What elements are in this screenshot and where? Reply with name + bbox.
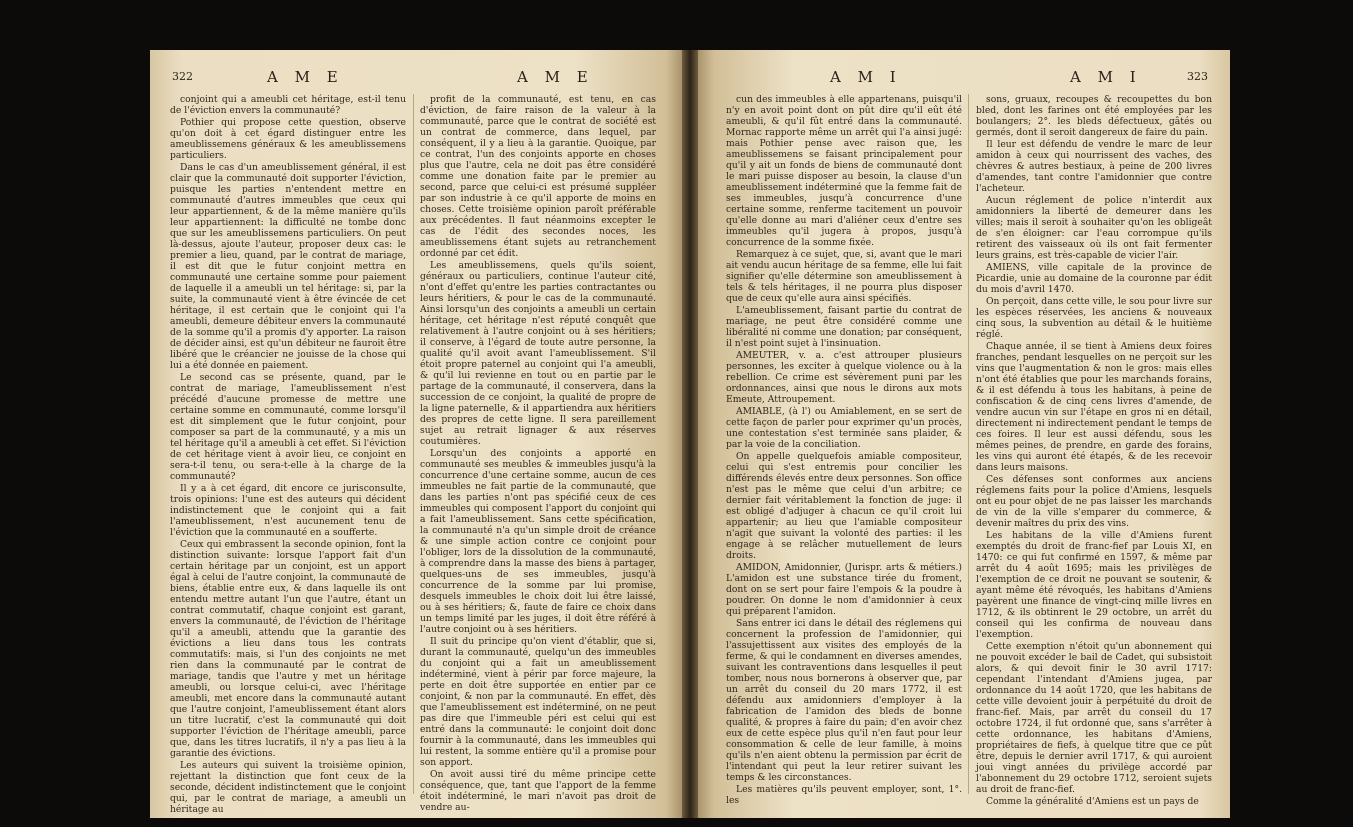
paragraph: AMIDON, Amidonnier, (Jurispr. arts & métiers.) L'amidon est une substance tirée du froment, dont on se sert pour faire l'empois & la poudre à poudrer. On donne le nom d'amidonnier à ceux qui préparent l'amidon. <box>726 562 962 617</box>
paragraph: On perçoit, dans cette ville, le sou pour livre sur les espèces réservées, les anciens & nouveaux cinq sous, la subvention au détail & le huitième réglé. <box>976 296 1212 340</box>
left-page-number: 322 <box>172 70 193 83</box>
paragraph: Cette exemption n'étoit qu'un abonnement qui ne pouvoit excéder le bail de Cadet, qui subsistoit alors, & qui devoit finir le 30 avril 1717: cependant l'intendant d'Amiens jugea, par ordonnance du 14 août 1720, que les habitans de cette ville devoient jouir à perpétuité du droit de franc-fief. Mais, par arrêt du conseil du 17 octobre 1724, il fut ordonné que, sans s'arrêter à cette ordonnance, les habitans d'Amiens, propriétaires de fiefs, à quelque titre que ce pût être, depuis le dernier avril 1717, & qui auroient joui vingt années du privilège accordé par l'abonnement du 29 octobre 1712, seroient sujets au droit de franc-fief. <box>976 641 1212 795</box>
right-column-1 <box>726 94 962 807</box>
paragraph: Pothier qui propose cette question, observe qu'on doit à cet égard distinguer entre les ameublissemens généraux & les ameublissemens particuliers. <box>170 117 406 161</box>
paragraph: On appelle quelquefois amiable compositeur, celui qui s'est entremis pour concilier les différends élevés entre deux personnes. Son office n'est pas le même que celui d'un arbitre; ce dernier fait véritablement la fonction de juge: il est obligé d'adjuger à chacun ce qu'il croit lui appartenir; au lieu que l'amiable compositeur n'agit que suivant la volonté des parties: il les engage à se relâcher mutuellement de leurs droits. <box>726 451 962 561</box>
paragraph: Le second cas se présente, quand, par le contrat de mariage, l'ameublissement n'est précédé d'aucune promesse de mettre une certaine somme en communauté, comme lorsqu'il est dit simplement que le futur conjoint, pour composer sa part de la communauté, y a mis un tel héritage qu'il a ameubli à cet effet. Si l'éviction de cet héritage vient à avoir lieu, ce conjoint en sera-t-il tenu, ou sera-t-elle à la charge de la communauté? <box>170 372 406 482</box>
right-page-number: 323 <box>1187 70 1208 83</box>
paragraph: Il y a à cet égard, dit encore ce jurisconsulte, trois opinions: l'une est des auteurs qui décident indistinctement que le conjoint qui a fait l'ameublissement, n'est aucunement tenu de l'éviction que la communauté en a soufferte. <box>170 483 406 538</box>
paragraph: Il leur est défendu de vendre le marc de leur amidon à ceux qui nourrissent des vaches, des chèvres & autres bestiaux, à peine de 200 livres d'amendes, tant contre l'amidonnier que contre l'acheteur. <box>976 139 1212 194</box>
paragraph: profit de la communauté, est tenu, en cas d'éviction, de faire raison de la valeur à la communauté, parce que le contrat de société est un contrat de commerce, dans lequel, par conséquent, il y a lieu à la garantie. Quoique, par ce contrat, l'un des conjoints apporte en choses plus que l'autre, cela ne doit pas être considéré comme une donation faite par le premier au second, parce que celui-ci est présumé suppléer par son industrie à ce qu'il apporte de moins en choses. Cette troisième opinion paroît préférable aux précédentes. Il faut néanmoins excepter le cas de l'édit des secondes noces, les ameublissemens étant sujets au retranchement ordonné par cet édit. <box>420 94 656 259</box>
right-head-word-1: A M I <box>830 68 902 86</box>
right-column-2 <box>976 94 1212 808</box>
left-head-word-1: A M E <box>267 68 344 86</box>
paragraph: Les ameublissemens, quels qu'ils soient, généraux ou particuliers, continue l'auteur cité, n'ont d'effet qu'entre les parties contractantes ou leurs héritiers, & pour le cas de la communauté. Ainsi lorsqu'un des conjoints a ameubli un certain héritage, cet héritage n'est réputé conquêt que relativement à l'autre conjoint ou à ses héritiers; il conserve, à l'égard de toute autre personne, la qualité qu'il avoit avant l'ameublissement. S'il étoit propre paternel au conjoint qui l'a ameubli, & qu'il lui revienne en tout ou en partie par le partage de la communauté, il conservera, dans la succession de ce conjoint, la qualité de propre de la ligne paternelle, & il appartiendra aux héritiers des propres de cette ligne. Il sera pareillement sujet au retrait lignager & aux réserves coutumières. <box>420 260 656 447</box>
right-page <box>698 50 1230 818</box>
paragraph: AMEUTER, v. a. c'est attrouper plusieurs personnes, les exciter à quelque violence ou à la rebellion. Ce crime est sévèrement puni par les ordonnances, ainsi que nous le dirons aux mots Emeute, Attroupement. <box>726 350 962 405</box>
paragraph: Chaque année, il se tient à Amiens deux foires franches, pendant lesquelles on ne perçoit sur les vins que l'augmentation & non le gros: mais elles n'ont été établies que pour les marchands forains, & il est défendu à tous les habitans, à peine de confiscation & de cinq cens livres d'amende, de vendre aucun vin sur l'étape en gros ni en détail, directement ni indirectement pendant le temps de ces foires. Il leur est aussi défendu, sous les mêmes peines, de prendre, en garde des forains, les vins qui auront été étapés, & de les recevoir dans leurs maisons. <box>976 341 1212 473</box>
paragraph: Remarquez à ce sujet, que, si, avant que le mari ait vendu aucun héritage de sa femme, elle lui fait signifier qu'elle détermine son ameublissement à tels & tels héritages, il ne pourra plus disposer que de ceux qu'elle aura ainsi spécifiés. <box>726 249 962 304</box>
paragraph: L'ameublissement, faisant partie du contrat de mariage, ne peut être considéré comme une libéralité ni comme une donation; par conséquent, il n'est point sujet à l'insinuation. <box>726 305 962 349</box>
paragraph: Il suit du principe qu'on vient d'établir, que si, durant la communauté, quelqu'un des immeubles du conjoint qui a fait un ameublissement indéterminé, vient à périr par force majeure, la perte en doit être supportée en entier par ce conjoint, & non par la communauté. En effet, dès que l'ameublissement est indéterminé, on ne peut pas dire que l'immeuble péri est celui qui est entré dans la communauté: le conjoint doit donc fournir à la communauté, dans les immeubles qui lui restent, la somme entière qu'il a promise pour son apport. <box>420 636 656 768</box>
paragraph: cun des immeubles à elle appartenans, puisqu'il n'y en avoit point dont on pût dire qu'il eût été ameubli, & qu'il fût entré dans la communauté. Mornac rapporte même un arrêt qui l'a ainsi jugé: mais Pothier pense avec raison que, les ameublissemens se faisant principalement pour qu'il y ait un fonds de biens de communauté dont le mari puisse disposer au besoin, la clause d'un ameublissement indéterminé que la femme fait de ses immeubles, jusqu'à concurrence d'une certaine somme, renferme tacitement un pouvoir qu'elle donne au mari d'aliéner ceux d'entre ses immeubles qu'il jugera à propos, jusqu'à concurrence de la somme fixée. <box>726 94 962 248</box>
paragraph: Aucun réglement de police n'interdit aux amidonniers la liberté de demeurer dans les villes; mais il seroit à souhaiter qu'on les obligeât de s'en éloigner: car l'eau corrompue qu'ils retirent des vaisseaux où ils ont fait fermenter leurs grains, est très-capable de vicier l'air. <box>976 195 1212 261</box>
paragraph: Ces défenses sont conformes aux anciens réglemens faits pour la police d'Amiens, lesquels ont eu pour objet de ne pas laisser les marchands de vin de la ville s'emparer du commerce, & devenir maîtres du prix des vins. <box>976 474 1212 529</box>
right-running-head <box>720 68 1208 90</box>
book-gutter <box>682 50 698 818</box>
paragraph: Comme la généralité d'Amiens est un pays de <box>986 796 1199 807</box>
paragraph: Les auteurs qui suivent la troisième opinion, rejettant la distinction que font ceux de la seconde, décident indistinctement que le conjoint qui, par le contrat de mariage, a ameubli un héritage au <box>170 760 406 815</box>
left-running-head <box>172 68 660 90</box>
open-book <box>150 50 1230 818</box>
paragraph: Lorsqu'un des conjoints a apporté en communauté ses meubles & immeubles jusqu'à la concurrence d'une certaine somme, aucun de ces immeubles ne fait partie de la communauté, que dans les parties n'ont pas spécifié ceux de ces immeubles qui composent l'apport du conjoint qui a fait l'ameublissement. Sans cette spécification, la communauté n'a qu'un simple droit de créance & une simple action contre ce conjoint pour l'obliger, lors de la dissolution de la communauté, à comprendre dans la masse des biens à partager, quelques-uns de ses immeubles, jusqu'à concurrence de la somme par lui promise, desquels immeubles le choix doit lui être laissé, ou à ses héritiers; &, faute de faire ce choix dans un temps limité par les juges, il doit être référé à l'autre conjoint ou à ses héritiers. <box>420 448 656 635</box>
left-column-rule <box>413 94 414 794</box>
paragraph: Les matières qu'ils peuvent employer, sont, 1°. les <box>726 784 962 806</box>
paragraph: sons, gruaux, recoupes & recoupettes du bon bled, dont les farines ont été employées par les boulangers; 2°. les bleds défectueux, gâtés ou germés, dont il seroit dangereux de faire du pain. <box>976 94 1212 138</box>
paragraph: On avoit aussi tiré du même principe cette conséquence, que, tant que l'apport de la femme étoit indéterminé, le mari n'avoit pas droit de vendre au- <box>420 769 656 813</box>
left-column-2 <box>420 94 656 814</box>
left-page <box>150 50 682 818</box>
right-column-rule <box>968 94 969 794</box>
right-head-word-2: A M I <box>1070 68 1142 86</box>
left-column-1 <box>170 94 406 816</box>
paragraph: Dans le cas d'un ameublissement général, il est clair que la communauté doit supporter l'éviction, puisque les parties n'entendent mettre en communauté d'autres immeubles que ceux qui leur appartiennent, & de la même manière qu'ils leur appartiennent: la difficulté ne tombe donc que sur les ameublissemens particuliers. On peut là-dessus, ajoute l'auteur, proposer deux cas: le premier a lieu, quand, par le contrat de mariage, il est dit que le futur conjoint mettra en communauté une certaine somme pour paiement de laquelle il a ameubli un tel héritage: si, par la suite, la communauté vient à être évincée de cet héritage, il est certain que le conjoint qui l'a ameubli, demeure débiteur envers la communauté de la somme qu'il a promis d'y apporter. La raison de décider ainsi, est qu'un débiteur ne fauroit être libéré que le créancier ne jouisse de la chose qui lui a été donnée en paiement. <box>170 162 406 371</box>
paragraph: Ceux qui embrassent la seconde opinion, font la distinction suivante: lorsque l'apport fait d'un certain héritage par un conjoint, est un apport égal à celui de l'autre conjoint, la communauté de biens, établie entre eux, & dans laquelle ils ont entendu mettre autant l'un que l'autre, étant un contrat commutatif, chaque conjoint est garant, envers la communauté, de l'éviction de l'héritage qu'il a ameubli, attendu que la garantie des évictions a lieu dans tous les contrats commutatifs: mais, si l'un des conjoints ne met rien dans la communauté par le contrat de mariage, tandis que l'autre y met un héritage ameubli, ou lorsque celui-ci, avec l'héritage ameubli, met encore dans la communauté autant que l'autre conjoint, l'ameublissement étant alors un titre lucratif, c'est la communauté qui doit supporter l'éviction de l'héritage ameubli, parce que, dans les titres lucratifs, il n'y a pas lieu à la garantie des évictions. <box>170 539 406 759</box>
paragraph: Sans entrer ici dans le détail des réglemens qui concernent la profession de l'amidonnier, qui l'assujettissent aux visites des employés de la ferme, & qui le condamnent en diverses amendes, suivant les contraventions dans lesquelles il peut tomber, nous nous bornerons à observer que, par un arrêt du conseil du 20 mars 1772, il est défendu aux amidonniers d'employer à la fabrication de l'amidon des bleds de bonne qualité, & propres à faire du pain; d'en avoir chez eux de cette espèce plus qu'il n'en faut pour leur consommation & celle de leur famille, à moins qu'ils n'en aient obtenu la permission par écrit de l'intendant qui peut la leur retirer suivant les temps & les circonstances. <box>726 618 962 783</box>
left-head-word-2: A M E <box>517 68 594 86</box>
paragraph: conjoint qui a ameubli cet héritage, est-il tenu de l'éviction envers la communauté? <box>170 94 406 116</box>
paragraph: Les habitans de la ville d'Amiens furent exemptés du droit de franc-fief par Louis XI, en 1470: ce qui fut confirmé en 1597, & même par arrêt du 4 août 1695; mais les privilèges de l'exemption de ce droit ne pouvant se soutenir, & ayant même été révoqués, les habitans d'Amiens payèrent une finance de vingt-cinq mille livres en 1712, & ils obtinrent le 29 octobre, un arrêt du conseil qui les confirma de nouveau dans l'exemption. <box>976 530 1212 640</box>
paragraph: AMIABLE, (à l') ou Amiablement, en se sert de cette façon de parler pour exprimer qu'un procès, une contestation s'est terminée sans plaider, & par la voie de la conciliation. <box>726 406 962 450</box>
paragraph: AMIENS, ville capitale de la province de Picardie, unie au domaine de la couronne par édit du mois d'avril 1470. <box>976 262 1212 295</box>
